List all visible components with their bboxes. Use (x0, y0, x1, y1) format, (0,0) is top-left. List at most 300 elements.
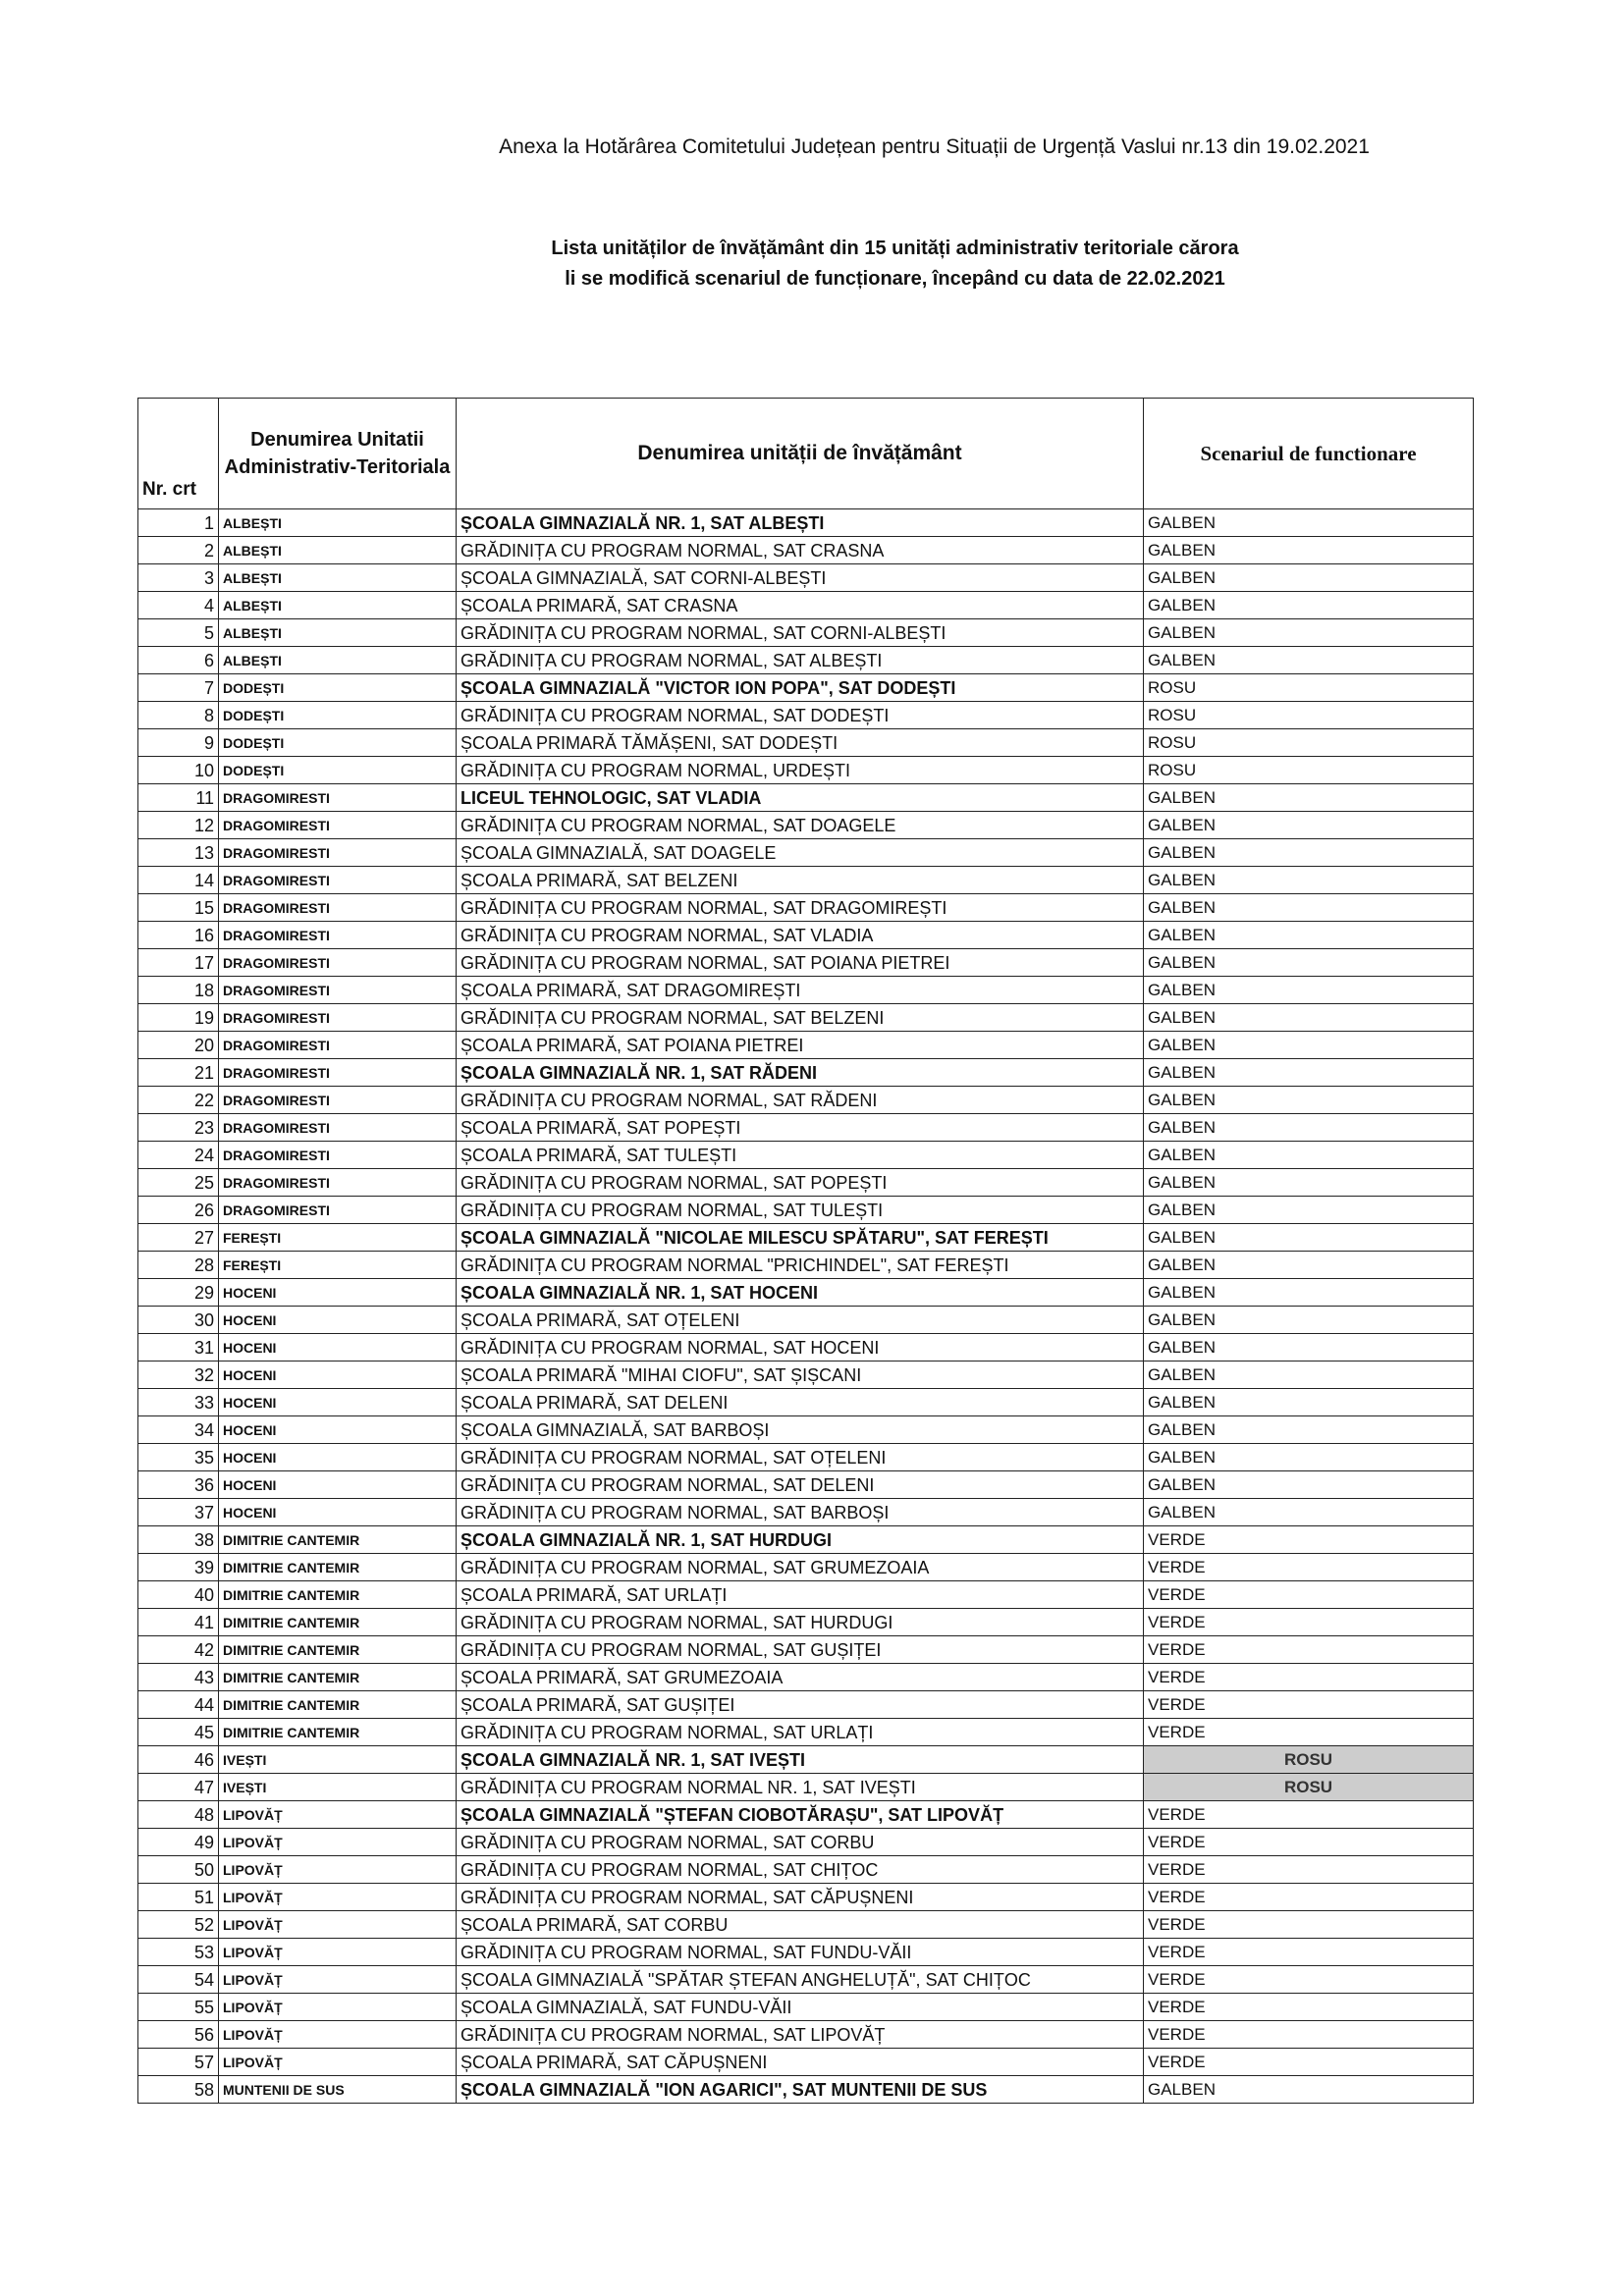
table-row (138, 757, 1474, 784)
row-number: 54 (138, 1966, 219, 1994)
row-uat: DIMITRIE CANTEMIR (219, 1691, 457, 1719)
table-row (138, 839, 1474, 867)
row-scenario: VERDE (1144, 1581, 1474, 1609)
row-scenario: ROSU (1144, 1774, 1474, 1801)
row-scenario: VERDE (1144, 1911, 1474, 1939)
row-unit-name: ȘCOALA PRIMARĂ, SAT CĂPUȘNENI (457, 2049, 1144, 2076)
row-unit-name: GRĂDINIȚA CU PROGRAM NORMAL, SAT DOAGELE (457, 812, 1144, 839)
table-header-row (138, 399, 1474, 509)
row-uat: DRAGOMIRESTI (219, 977, 457, 1004)
table-row (138, 1609, 1474, 1636)
row-uat: IVEȘTI (219, 1746, 457, 1774)
row-scenario: GALBEN (1144, 784, 1474, 812)
row-unit-name: ȘCOALA GIMNAZIALĂ NR. 1, SAT HURDUGI (457, 1526, 1144, 1554)
row-unit-name: ȘCOALA PRIMARĂ, SAT DRAGOMIREȘTI (457, 977, 1144, 1004)
table-row (138, 1746, 1474, 1774)
row-scenario: GALBEN (1144, 922, 1474, 949)
table-row (138, 1994, 1474, 2021)
table-row (138, 1664, 1474, 1691)
row-scenario: GALBEN (1144, 894, 1474, 922)
row-unit-name: ȘCOALA GIMNAZIALĂ NR. 1, SAT HOCENI (457, 1279, 1144, 1307)
table-row (138, 922, 1474, 949)
row-scenario: GALBEN (1144, 647, 1474, 674)
table-row (138, 1059, 1474, 1087)
row-scenario: GALBEN (1144, 1471, 1474, 1499)
row-scenario: VERDE (1144, 1636, 1474, 1664)
table-row (138, 1911, 1474, 1939)
row-uat: LIPOVĂȚ (219, 1939, 457, 1966)
table-row (138, 509, 1474, 537)
table-row (138, 1087, 1474, 1114)
row-unit-name: ȘCOALA GIMNAZIALĂ "SPĂTAR ȘTEFAN ANGHELUȚĂ", SAT CHIȚOC (457, 1966, 1144, 1994)
row-number: 15 (138, 894, 219, 922)
row-uat: LIPOVĂȚ (219, 1966, 457, 1994)
row-uat: HOCENI (219, 1389, 457, 1416)
row-number: 57 (138, 2049, 219, 2076)
row-unit-name: GRĂDINIȚA CU PROGRAM NORMAL, SAT URLAȚI (457, 1719, 1144, 1746)
row-uat: DRAGOMIRESTI (219, 1114, 457, 1142)
row-unit-name: GRĂDINIȚA CU PROGRAM NORMAL, SAT CĂPUȘNENI (457, 1884, 1144, 1911)
row-unit-name: ȘCOALA GIMNAZIALĂ NR. 1, SAT RĂDENI (457, 1059, 1144, 1087)
row-unit-name: GRĂDINIȚA CU PROGRAM NORMAL, SAT FUNDU-VĂII (457, 1939, 1144, 1966)
row-number: 22 (138, 1087, 219, 1114)
row-number: 56 (138, 2021, 219, 2049)
row-unit-name: GRĂDINIȚA CU PROGRAM NORMAL, SAT CORNI-ALBEȘTI (457, 619, 1144, 647)
row-uat: DRAGOMIRESTI (219, 1059, 457, 1087)
table-row (138, 977, 1474, 1004)
row-number: 53 (138, 1939, 219, 1966)
row-unit-name: GRĂDINIȚA CU PROGRAM NORMAL, SAT LIPOVĂȚ (457, 2021, 1144, 2049)
table-row (138, 1554, 1474, 1581)
row-uat: LIPOVĂȚ (219, 1884, 457, 1911)
row-unit-name: GRĂDINIȚA CU PROGRAM NORMAL, SAT CRASNA (457, 537, 1144, 564)
row-unit-name: GRĂDINIȚA CU PROGRAM NORMAL, URDEȘTI (457, 757, 1144, 784)
row-uat: DRAGOMIRESTI (219, 839, 457, 867)
row-unit-name: ȘCOALA GIMNAZIALĂ "VICTOR ION POPA", SAT DODEȘTI (457, 674, 1144, 702)
table-row (138, 1334, 1474, 1362)
row-scenario: GALBEN (1144, 1224, 1474, 1252)
table-row (138, 1362, 1474, 1389)
row-uat: LIPOVĂȚ (219, 1801, 457, 1829)
table-row (138, 1719, 1474, 1746)
row-unit-name: ȘCOALA GIMNAZIALĂ NR. 1, SAT IVEȘTI (457, 1746, 1144, 1774)
row-uat: LIPOVĂȚ (219, 1856, 457, 1884)
row-number: 20 (138, 1032, 219, 1059)
row-number: 47 (138, 1774, 219, 1801)
row-unit-name: ȘCOALA GIMNAZIALĂ "ION AGARICI", SAT MUNTENII DE SUS (457, 2076, 1144, 2104)
table-row (138, 1416, 1474, 1444)
row-uat: DRAGOMIRESTI (219, 1142, 457, 1169)
row-unit-name: ȘCOALA GIMNAZIALĂ NR. 1, SAT ALBEȘTI (457, 509, 1144, 537)
table-row (138, 729, 1474, 757)
row-scenario: GALBEN (1144, 867, 1474, 894)
row-uat: MUNTENII DE SUS (219, 2076, 457, 2104)
row-uat: FEREȘTI (219, 1224, 457, 1252)
row-number: 19 (138, 1004, 219, 1032)
row-unit-name: ȘCOALA PRIMARĂ, SAT CRASNA (457, 592, 1144, 619)
row-number: 21 (138, 1059, 219, 1087)
row-scenario: VERDE (1144, 1856, 1474, 1884)
table-row (138, 537, 1474, 564)
row-uat: DIMITRIE CANTEMIR (219, 1636, 457, 1664)
row-scenario: VERDE (1144, 1554, 1474, 1581)
table-row (138, 894, 1474, 922)
table-row (138, 1691, 1474, 1719)
row-unit-name: GRĂDINIȚA CU PROGRAM NORMAL "PRICHINDEL", SAT FEREȘTI (457, 1252, 1144, 1279)
document-title (0, 234, 1623, 294)
title-line-1: Lista unităților de învățământ din 15 unități administrativ teritoriale cărora (551, 238, 1239, 259)
row-unit-name: ȘCOALA PRIMARĂ TĂMĂȘENI, SAT DODEȘTI (457, 729, 1144, 757)
row-scenario: VERDE (1144, 1526, 1474, 1554)
row-uat: DIMITRIE CANTEMIR (219, 1664, 457, 1691)
row-number: 36 (138, 1471, 219, 1499)
table-row (138, 1801, 1474, 1829)
schools-table-wrapper (137, 398, 1473, 2104)
row-unit-name: GRĂDINIȚA CU PROGRAM NORMAL, SAT CHIȚOC (457, 1856, 1144, 1884)
row-uat: ALBEȘTI (219, 564, 457, 592)
row-unit-name: ȘCOALA PRIMARĂ, SAT POIANA PIETREI (457, 1032, 1144, 1059)
row-number: 18 (138, 977, 219, 1004)
row-scenario: GALBEN (1144, 592, 1474, 619)
row-scenario: GALBEN (1144, 1307, 1474, 1334)
row-scenario: GALBEN (1144, 619, 1474, 647)
table-row (138, 2021, 1474, 2049)
row-scenario: VERDE (1144, 1719, 1474, 1746)
table-row (138, 1829, 1474, 1856)
row-uat: ALBEȘTI (219, 647, 457, 674)
row-scenario: GALBEN (1144, 2076, 1474, 2104)
table-row (138, 1939, 1474, 1966)
table-row (138, 1636, 1474, 1664)
row-unit-name: ȘCOALA GIMNAZIALĂ, SAT BARBOȘI (457, 1416, 1144, 1444)
row-number: 16 (138, 922, 219, 949)
row-unit-name: GRĂDINIȚA CU PROGRAM NORMAL NR. 1, SAT IVEȘTI (457, 1774, 1144, 1801)
row-unit-name: ȘCOALA PRIMARĂ "MIHAI CIOFU", SAT ȘIȘCANI (457, 1362, 1144, 1389)
row-unit-name: ȘCOALA PRIMARĂ, SAT GRUMEZOAIA (457, 1664, 1144, 1691)
row-scenario: VERDE (1144, 1664, 1474, 1691)
row-uat: DRAGOMIRESTI (219, 894, 457, 922)
row-scenario: GALBEN (1144, 812, 1474, 839)
row-number: 32 (138, 1362, 219, 1389)
row-unit-name: ȘCOALA GIMNAZIALĂ, SAT FUNDU-VĂII (457, 1994, 1144, 2021)
row-number: 7 (138, 674, 219, 702)
row-number: 42 (138, 1636, 219, 1664)
row-unit-name: GRĂDINIȚA CU PROGRAM NORMAL, SAT DODEȘTI (457, 702, 1144, 729)
row-uat: DODEȘTI (219, 674, 457, 702)
table-row (138, 1884, 1474, 1911)
row-number: 43 (138, 1664, 219, 1691)
row-scenario: GALBEN (1144, 1389, 1474, 1416)
row-uat: HOCENI (219, 1279, 457, 1307)
row-number: 4 (138, 592, 219, 619)
row-uat: DRAGOMIRESTI (219, 867, 457, 894)
row-scenario: VERDE (1144, 1884, 1474, 1911)
row-number: 33 (138, 1389, 219, 1416)
row-number: 11 (138, 784, 219, 812)
row-unit-name: ȘCOALA PRIMARĂ, SAT OȚELENI (457, 1307, 1144, 1334)
row-uat: IVEȘTI (219, 1774, 457, 1801)
row-unit-name: ȘCOALA GIMNAZIALĂ "NICOLAE MILESCU SPĂTARU", SAT FEREȘTI (457, 1224, 1144, 1252)
row-number: 48 (138, 1801, 219, 1829)
row-uat: DIMITRIE CANTEMIR (219, 1526, 457, 1554)
row-scenario: VERDE (1144, 1829, 1474, 1856)
row-scenario: GALBEN (1144, 1087, 1474, 1114)
row-uat: DRAGOMIRESTI (219, 949, 457, 977)
table-row (138, 812, 1474, 839)
row-unit-name: ȘCOALA PRIMARĂ, SAT URLAȚI (457, 1581, 1144, 1609)
row-number: 34 (138, 1416, 219, 1444)
row-number: 58 (138, 2076, 219, 2104)
row-unit-name: ȘCOALA PRIMARĂ, SAT TULEȘTI (457, 1142, 1144, 1169)
row-unit-name: ȘCOALA PRIMARĂ, SAT BELZENI (457, 867, 1144, 894)
column-header-uat: Denumirea Unitatii Administrativ-Teritoriala (219, 399, 457, 509)
row-uat: LIPOVĂȚ (219, 2049, 457, 2076)
row-number: 29 (138, 1279, 219, 1307)
row-scenario: GALBEN (1144, 1444, 1474, 1471)
row-number: 51 (138, 1884, 219, 1911)
row-scenario: VERDE (1144, 1801, 1474, 1829)
row-unit-name: GRĂDINIȚA CU PROGRAM NORMAL, SAT POIANA PIETREI (457, 949, 1144, 977)
row-uat: DIMITRIE CANTEMIR (219, 1581, 457, 1609)
table-row (138, 1279, 1474, 1307)
row-uat: DRAGOMIRESTI (219, 1004, 457, 1032)
row-unit-name: LICEUL TEHNOLOGIC, SAT VLADIA (457, 784, 1144, 812)
row-scenario: GALBEN (1144, 839, 1474, 867)
row-uat: DRAGOMIRESTI (219, 1087, 457, 1114)
row-number: 6 (138, 647, 219, 674)
column-header-unit: Denumirea unității de învățământ (457, 399, 1144, 509)
row-scenario: GALBEN (1144, 1197, 1474, 1224)
row-scenario: GALBEN (1144, 1279, 1474, 1307)
row-uat: FEREȘTI (219, 1252, 457, 1279)
row-scenario: GALBEN (1144, 1252, 1474, 1279)
row-unit-name: GRĂDINIȚA CU PROGRAM NORMAL, SAT GUȘIȚEI (457, 1636, 1144, 1664)
table-row (138, 1142, 1474, 1169)
row-scenario: GALBEN (1144, 1362, 1474, 1389)
row-scenario: GALBEN (1144, 1004, 1474, 1032)
row-number: 49 (138, 1829, 219, 1856)
row-uat: DRAGOMIRESTI (219, 812, 457, 839)
row-scenario: ROSU (1144, 674, 1474, 702)
table-row (138, 1856, 1474, 1884)
row-number: 24 (138, 1142, 219, 1169)
row-number: 25 (138, 1169, 219, 1197)
row-number: 31 (138, 1334, 219, 1362)
row-scenario: GALBEN (1144, 564, 1474, 592)
table-row (138, 1307, 1474, 1334)
row-number: 3 (138, 564, 219, 592)
table-row (138, 1197, 1474, 1224)
row-unit-name: GRĂDINIȚA CU PROGRAM NORMAL, SAT RĂDENI (457, 1087, 1144, 1114)
row-unit-name: GRĂDINIȚA CU PROGRAM NORMAL, SAT GRUMEZOAIA (457, 1554, 1144, 1581)
row-uat: ALBEȘTI (219, 509, 457, 537)
row-uat: HOCENI (219, 1499, 457, 1526)
row-number: 37 (138, 1499, 219, 1526)
row-unit-name: GRĂDINIȚA CU PROGRAM NORMAL, SAT BELZENI (457, 1004, 1144, 1032)
row-scenario: GALBEN (1144, 949, 1474, 977)
column-header-nr: Nr. crt (138, 399, 219, 509)
row-unit-name: ȘCOALA PRIMARĂ, SAT CORBU (457, 1911, 1144, 1939)
row-number: 28 (138, 1252, 219, 1279)
row-uat: DODEȘTI (219, 757, 457, 784)
row-scenario: GALBEN (1144, 1059, 1474, 1087)
table-row (138, 1114, 1474, 1142)
row-number: 23 (138, 1114, 219, 1142)
row-uat: DRAGOMIRESTI (219, 1032, 457, 1059)
row-uat: LIPOVĂȚ (219, 1911, 457, 1939)
row-unit-name: GRĂDINIȚA CU PROGRAM NORMAL, SAT ALBEȘTI (457, 647, 1144, 674)
row-uat: HOCENI (219, 1362, 457, 1389)
row-number: 12 (138, 812, 219, 839)
table-row (138, 867, 1474, 894)
row-uat: DIMITRIE CANTEMIR (219, 1719, 457, 1746)
row-number: 17 (138, 949, 219, 977)
row-unit-name: GRĂDINIȚA CU PROGRAM NORMAL, SAT HURDUGI (457, 1609, 1144, 1636)
row-number: 52 (138, 1911, 219, 1939)
row-uat: HOCENI (219, 1334, 457, 1362)
title-line-2: li se modifică scenariul de funcționare, începând cu data de 22.02.2021 (565, 268, 1225, 290)
row-unit-name: GRĂDINIȚA CU PROGRAM NORMAL, SAT CORBU (457, 1829, 1144, 1856)
row-uat: ALBEȘTI (219, 592, 457, 619)
row-uat: LIPOVĂȚ (219, 1994, 457, 2021)
table-row (138, 1471, 1474, 1499)
row-number: 27 (138, 1224, 219, 1252)
table-row (138, 1224, 1474, 1252)
table-row (138, 2076, 1474, 2104)
row-unit-name: GRĂDINIȚA CU PROGRAM NORMAL, SAT BARBOȘI (457, 1499, 1144, 1526)
row-number: 26 (138, 1197, 219, 1224)
row-uat: HOCENI (219, 1444, 457, 1471)
table-row (138, 1774, 1474, 1801)
row-uat: DIMITRIE CANTEMIR (219, 1609, 457, 1636)
row-unit-name: ȘCOALA GIMNAZIALĂ, SAT DOAGELE (457, 839, 1144, 867)
table-row (138, 1389, 1474, 1416)
row-number: 55 (138, 1994, 219, 2021)
row-unit-name: ȘCOALA GIMNAZIALĂ, SAT CORNI-ALBEȘTI (457, 564, 1144, 592)
row-uat: ALBEȘTI (219, 619, 457, 647)
row-number: 8 (138, 702, 219, 729)
row-unit-name: GRĂDINIȚA CU PROGRAM NORMAL, SAT OȚELENI (457, 1444, 1144, 1471)
table-row (138, 1526, 1474, 1554)
row-uat: ALBEȘTI (219, 537, 457, 564)
row-scenario: GALBEN (1144, 1169, 1474, 1197)
row-unit-name: GRĂDINIȚA CU PROGRAM NORMAL, SAT DELENI (457, 1471, 1144, 1499)
row-number: 44 (138, 1691, 219, 1719)
row-unit-name: GRĂDINIȚA CU PROGRAM NORMAL, SAT DRAGOMIREȘTI (457, 894, 1144, 922)
row-scenario: ROSU (1144, 757, 1474, 784)
row-scenario: ROSU (1144, 702, 1474, 729)
table-row (138, 1032, 1474, 1059)
row-number: 10 (138, 757, 219, 784)
table-row (138, 592, 1474, 619)
row-scenario: GALBEN (1144, 509, 1474, 537)
row-unit-name: ȘCOALA PRIMARĂ, SAT POPEȘTI (457, 1114, 1144, 1142)
row-uat: LIPOVĂȚ (219, 1829, 457, 1856)
row-uat: DIMITRIE CANTEMIR (219, 1554, 457, 1581)
table-row (138, 564, 1474, 592)
column-header-scenario: Scenariul de functionare (1144, 399, 1474, 509)
row-number: 1 (138, 509, 219, 537)
row-scenario: VERDE (1144, 1966, 1474, 1994)
row-unit-name: ȘCOALA PRIMARĂ, SAT GUȘIȚEI (457, 1691, 1144, 1719)
row-scenario: GALBEN (1144, 1142, 1474, 1169)
row-scenario: VERDE (1144, 1691, 1474, 1719)
row-number: 9 (138, 729, 219, 757)
row-uat: DODEȘTI (219, 729, 457, 757)
table-row (138, 1169, 1474, 1197)
row-unit-name: ȘCOALA PRIMARĂ, SAT DELENI (457, 1389, 1144, 1416)
row-number: 39 (138, 1554, 219, 1581)
row-scenario: GALBEN (1144, 1499, 1474, 1526)
row-scenario: VERDE (1144, 1939, 1474, 1966)
row-scenario: VERDE (1144, 1609, 1474, 1636)
row-scenario: VERDE (1144, 2021, 1474, 2049)
table-row (138, 674, 1474, 702)
row-unit-name: GRĂDINIȚA CU PROGRAM NORMAL, SAT POPEȘTI (457, 1169, 1144, 1197)
row-scenario: VERDE (1144, 1994, 1474, 2021)
row-scenario: ROSU (1144, 1746, 1474, 1774)
row-scenario: GALBEN (1144, 537, 1474, 564)
row-unit-name: GRĂDINIȚA CU PROGRAM NORMAL, SAT TULEȘTI (457, 1197, 1144, 1224)
row-number: 46 (138, 1746, 219, 1774)
row-number: 38 (138, 1526, 219, 1554)
row-number: 13 (138, 839, 219, 867)
row-uat: DODEȘTI (219, 702, 457, 729)
row-scenario: GALBEN (1144, 1334, 1474, 1362)
table-row (138, 702, 1474, 729)
table-row (138, 1499, 1474, 1526)
schools-table (137, 398, 1474, 2104)
row-uat: LIPOVĂȚ (219, 2021, 457, 2049)
row-number: 41 (138, 1609, 219, 1636)
row-uat: DRAGOMIRESTI (219, 922, 457, 949)
row-scenario: GALBEN (1144, 977, 1474, 1004)
table-row (138, 1966, 1474, 1994)
row-uat: HOCENI (219, 1307, 457, 1334)
row-scenario: GALBEN (1144, 1114, 1474, 1142)
row-scenario: GALBEN (1144, 1416, 1474, 1444)
row-scenario: VERDE (1144, 2049, 1474, 2076)
row-unit-name: GRĂDINIȚA CU PROGRAM NORMAL, SAT HOCENI (457, 1334, 1144, 1362)
row-number: 45 (138, 1719, 219, 1746)
table-row (138, 1581, 1474, 1609)
row-number: 35 (138, 1444, 219, 1471)
table-row (138, 1444, 1474, 1471)
row-unit-name: GRĂDINIȚA CU PROGRAM NORMAL, SAT VLADIA (457, 922, 1144, 949)
table-row (138, 784, 1474, 812)
row-number: 30 (138, 1307, 219, 1334)
row-number: 2 (138, 537, 219, 564)
row-uat: DRAGOMIRESTI (219, 784, 457, 812)
table-row (138, 619, 1474, 647)
row-scenario: ROSU (1144, 729, 1474, 757)
table-row (138, 647, 1474, 674)
row-uat: HOCENI (219, 1416, 457, 1444)
row-unit-name: ȘCOALA GIMNAZIALĂ "ȘTEFAN CIOBOTĂRAȘU", SAT LIPOVĂȚ (457, 1801, 1144, 1829)
row-uat: DRAGOMIRESTI (219, 1197, 457, 1224)
table-body (138, 509, 1474, 2104)
row-scenario: GALBEN (1144, 1032, 1474, 1059)
table-row (138, 949, 1474, 977)
row-uat: HOCENI (219, 1471, 457, 1499)
row-number: 40 (138, 1581, 219, 1609)
row-number: 14 (138, 867, 219, 894)
table-row (138, 2049, 1474, 2076)
row-number: 5 (138, 619, 219, 647)
row-number: 50 (138, 1856, 219, 1884)
row-uat: DRAGOMIRESTI (219, 1169, 457, 1197)
annex-reference: Anexa la Hotărârea Comitetului Județean pentru Situații de Urgență Vaslui nr.13 din 19.02.2021 (499, 135, 1370, 158)
